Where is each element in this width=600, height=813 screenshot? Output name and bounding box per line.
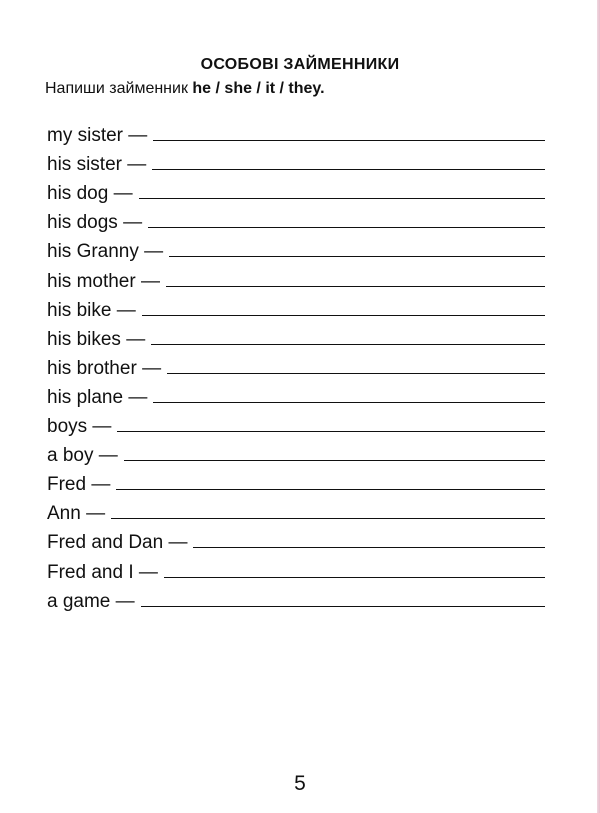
row-dash: — bbox=[128, 125, 148, 147]
row-dash: — bbox=[168, 532, 188, 554]
exercise-row bbox=[47, 438, 547, 467]
answer-blank[interactable] bbox=[111, 518, 545, 519]
answer-blank[interactable] bbox=[151, 344, 545, 345]
exercise-row bbox=[47, 351, 547, 380]
row-label bbox=[47, 212, 148, 234]
row-phrase: his dog bbox=[47, 183, 109, 205]
row-label bbox=[47, 416, 117, 438]
row-dash: — bbox=[115, 590, 135, 612]
row-dash: — bbox=[98, 445, 118, 467]
row-phrase: my sister bbox=[47, 125, 123, 147]
row-phrase: boys bbox=[47, 416, 88, 438]
answer-blank[interactable] bbox=[193, 547, 545, 548]
row-dash: — bbox=[123, 212, 143, 234]
row-dash: — bbox=[140, 270, 160, 292]
page-title: ОСОБОВІ ЗАЙМЕННИКИ bbox=[200, 56, 400, 73]
exercise-row bbox=[47, 118, 547, 147]
answer-blank[interactable] bbox=[148, 227, 545, 228]
row-label bbox=[47, 125, 153, 147]
answer-blank[interactable] bbox=[124, 460, 545, 461]
row-phrase: his brother bbox=[47, 357, 137, 379]
row-dash: — bbox=[86, 503, 106, 525]
row-label bbox=[47, 562, 164, 584]
instruction bbox=[45, 80, 325, 98]
row-label bbox=[47, 154, 152, 176]
row-phrase: his bike bbox=[47, 299, 112, 321]
row-label bbox=[47, 358, 167, 380]
answer-blank[interactable] bbox=[116, 489, 545, 490]
row-phrase: Ann bbox=[47, 503, 81, 525]
exercise-row bbox=[47, 467, 547, 496]
row-label bbox=[47, 387, 153, 409]
answer-blank[interactable] bbox=[167, 373, 545, 374]
answer-blank[interactable] bbox=[141, 606, 545, 607]
row-dash: — bbox=[116, 299, 136, 321]
row-phrase: Fred and I bbox=[47, 561, 134, 583]
row-dash: — bbox=[126, 328, 146, 350]
row-dash: — bbox=[138, 561, 158, 583]
row-phrase: a game bbox=[47, 590, 111, 612]
row-label bbox=[47, 300, 142, 322]
instruction-text: Напиши займенник bbox=[45, 80, 193, 97]
row-phrase: his plane bbox=[47, 386, 124, 408]
row-dash: — bbox=[127, 154, 147, 176]
row-label bbox=[47, 503, 111, 525]
row-label bbox=[47, 241, 169, 263]
row-dash: — bbox=[144, 241, 164, 263]
answer-blank[interactable] bbox=[164, 577, 545, 578]
exercise-row bbox=[47, 584, 547, 613]
exercise-row bbox=[47, 554, 547, 583]
exercise-row bbox=[47, 322, 547, 351]
row-phrase: his sister bbox=[47, 154, 122, 176]
row-phrase: Fred bbox=[47, 474, 87, 496]
exercise-row bbox=[47, 409, 547, 438]
answer-blank[interactable] bbox=[139, 198, 545, 199]
row-phrase: a boy bbox=[47, 445, 94, 467]
row-label bbox=[47, 271, 166, 293]
exercise-row bbox=[47, 293, 547, 322]
row-label bbox=[47, 474, 116, 496]
row-phrase: his Granny bbox=[47, 241, 139, 263]
exercise-row bbox=[47, 147, 547, 176]
row-phrase: his dogs bbox=[47, 212, 118, 234]
answer-blank[interactable] bbox=[142, 315, 545, 316]
exercise-row bbox=[47, 205, 547, 234]
row-dash: — bbox=[92, 416, 112, 438]
row-phrase: his bikes bbox=[47, 328, 121, 350]
exercise-list bbox=[47, 118, 547, 613]
row-dash: — bbox=[142, 357, 162, 379]
row-phrase: his mother bbox=[47, 270, 136, 292]
exercise-row bbox=[47, 496, 547, 525]
row-label bbox=[47, 591, 141, 613]
exercise-row bbox=[47, 263, 547, 292]
exercise-row bbox=[47, 176, 547, 205]
row-dash: — bbox=[113, 183, 133, 205]
instruction-pronouns: he / she / it / they. bbox=[192, 80, 325, 97]
answer-blank[interactable] bbox=[153, 402, 545, 403]
row-label bbox=[47, 532, 193, 554]
row-dash: — bbox=[91, 474, 111, 496]
answer-blank[interactable] bbox=[169, 256, 545, 257]
row-dash: — bbox=[128, 386, 148, 408]
exercise-row bbox=[47, 234, 547, 263]
exercise-row bbox=[47, 525, 547, 554]
answer-blank[interactable] bbox=[152, 169, 545, 170]
answer-blank[interactable] bbox=[166, 286, 545, 287]
answer-blank[interactable] bbox=[153, 140, 545, 141]
row-label bbox=[47, 445, 124, 467]
exercise-row bbox=[47, 380, 547, 409]
answer-blank[interactable] bbox=[117, 431, 545, 432]
row-label bbox=[47, 329, 151, 351]
row-label bbox=[47, 183, 139, 205]
row-phrase: Fred and Dan bbox=[47, 532, 164, 554]
page-number: 5 bbox=[294, 772, 306, 795]
